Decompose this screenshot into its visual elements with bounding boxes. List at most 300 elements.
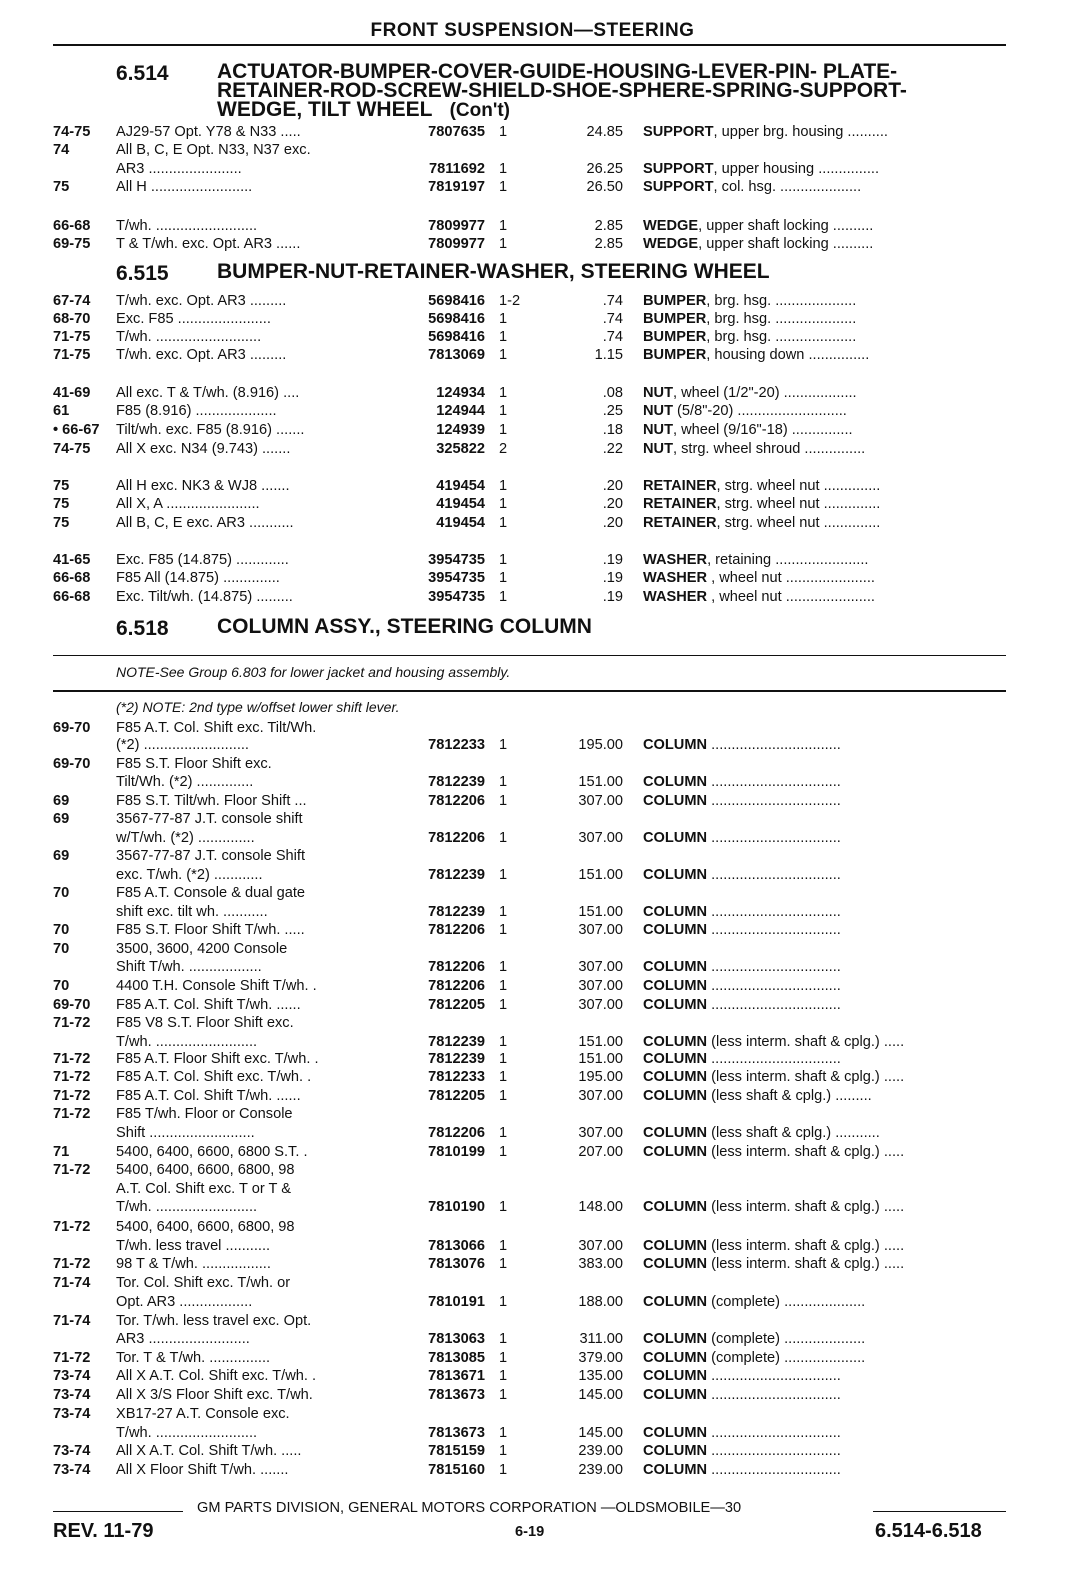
application-cell: Exc. F85 (14.875) ............. bbox=[116, 552, 289, 568]
part-number-cell: 7813076 bbox=[428, 1256, 485, 1272]
part-number-cell: 3954735 bbox=[428, 570, 485, 586]
description-cell bbox=[643, 495, 1006, 514]
application-cell: Tor. T & T/wh. ............... bbox=[116, 1350, 271, 1366]
part-name: COLUMN bbox=[643, 904, 708, 920]
application-cell: 5400, 6400, 6600, 6800, 98 bbox=[116, 1162, 295, 1178]
price-cell: 151.00 bbox=[578, 867, 623, 883]
quantity-cell: 1 bbox=[499, 1331, 508, 1347]
table-row bbox=[53, 235, 1006, 254]
part-name: COLUMN bbox=[643, 978, 708, 994]
quantity-cell: 1 bbox=[499, 329, 508, 345]
application-cell: A.T. Col. Shift exc. T or T & bbox=[116, 1181, 291, 1197]
table-row bbox=[53, 1405, 1006, 1424]
description-cell bbox=[643, 217, 1006, 236]
quantity-cell: 1 bbox=[499, 515, 508, 531]
part-description: ................................ bbox=[707, 904, 841, 920]
part-number-cell: 7813671 bbox=[428, 1368, 485, 1384]
table-row bbox=[53, 1161, 1006, 1180]
price-cell: .19 bbox=[602, 589, 623, 605]
price-cell: 135.00 bbox=[578, 1368, 623, 1384]
year-cell: 69-70 bbox=[53, 756, 91, 772]
description-cell bbox=[643, 402, 1006, 421]
part-name: COLUMN bbox=[643, 1088, 708, 1104]
year-cell: 70 bbox=[53, 941, 70, 957]
header-rule bbox=[53, 44, 1006, 46]
application-cell: F85 (8.916) .................... bbox=[116, 403, 277, 419]
year-cell: 71-74 bbox=[53, 1275, 91, 1291]
price-cell: 379.00 bbox=[578, 1350, 623, 1366]
application-cell: All X exc. N34 (9.743) ....... bbox=[116, 441, 291, 457]
continued-label: (Con't) bbox=[449, 100, 510, 121]
price-cell: 1.15 bbox=[594, 347, 623, 363]
part-description: ................................ bbox=[707, 774, 841, 790]
part-number-cell: 7809977 bbox=[428, 236, 485, 252]
part-number-cell: 7812206 bbox=[428, 922, 485, 938]
note-top-rule bbox=[53, 655, 1006, 656]
application-cell: F85 S.T. Floor Shift T/wh. ..... bbox=[116, 922, 305, 938]
application-cell: AJ29-57 Opt. Y78 & N33 ..... bbox=[116, 124, 301, 140]
quantity-cell: 1 bbox=[499, 1238, 508, 1254]
description-cell bbox=[643, 1367, 1006, 1386]
part-number-cell: 7812206 bbox=[428, 830, 485, 846]
quantity-cell: 1 bbox=[499, 552, 508, 568]
application-cell: 5400, 6400, 6600, 6800, 98 bbox=[116, 1219, 295, 1235]
description-cell bbox=[643, 421, 1006, 440]
application-cell: T/wh. .......................... bbox=[116, 329, 262, 345]
price-cell: 151.00 bbox=[578, 904, 623, 920]
year-cell: 69 bbox=[53, 793, 70, 809]
application-cell: Tor. T/wh. less travel exc. Opt. bbox=[116, 1313, 312, 1329]
quantity-cell: 1 bbox=[499, 1294, 508, 1310]
part-number-cell: 7812206 bbox=[428, 978, 485, 994]
part-number-cell: 7812206 bbox=[428, 959, 485, 975]
price-cell: 2.85 bbox=[594, 218, 623, 234]
part-name: BUMPER bbox=[643, 329, 707, 345]
part-name: NUT bbox=[643, 422, 673, 438]
table-row bbox=[53, 1255, 1006, 1274]
year-cell: 71-72 bbox=[53, 1162, 91, 1178]
section-title-text: ACTUATOR-BUMPER-COVER-GUIDE-HOUSING-LEVER-PIN- PLATE-RETAINER-ROD-SCREW-SHIELD-SHOE-SPHERE-SPRING-SUPPORT-WEDGE, TILT WHEEL bbox=[217, 60, 907, 121]
part-description: (less interm. shaft & cplg.) ..... bbox=[707, 1199, 905, 1215]
part-description: , brg. hsg. .................... bbox=[706, 311, 857, 327]
part-description: ................................ bbox=[707, 1051, 841, 1067]
part-number-cell: 5698416 bbox=[428, 329, 485, 345]
application-cell: 3500, 3600, 4200 Console bbox=[116, 941, 288, 957]
description-cell bbox=[643, 1068, 1006, 1087]
part-name: COLUMN bbox=[643, 922, 708, 938]
application-cell: All X A.T. Col. Shift T/wh. ..... bbox=[116, 1443, 302, 1459]
description-cell bbox=[643, 1143, 1006, 1162]
quantity-cell: 1 bbox=[499, 1088, 508, 1104]
part-number-cell: 7815159 bbox=[428, 1443, 485, 1459]
part-description: , strg. wheel shroud ............... bbox=[673, 441, 866, 457]
page-header: FRONT SUSPENSION—STEERING bbox=[370, 20, 695, 41]
table-row bbox=[53, 977, 1006, 996]
year-cell: 71-72 bbox=[53, 1051, 91, 1067]
part-number-cell: 7812233 bbox=[428, 1069, 485, 1085]
part-description: ................................ bbox=[707, 830, 841, 846]
table-row bbox=[53, 1180, 1006, 1199]
part-number-cell: 7815160 bbox=[428, 1462, 485, 1478]
price-cell: 307.00 bbox=[578, 1088, 623, 1104]
year-cell: 74-75 bbox=[53, 441, 91, 457]
year-cell: 71-72 bbox=[53, 1069, 91, 1085]
price-cell: 145.00 bbox=[578, 1425, 623, 1441]
description-cell bbox=[643, 235, 1006, 254]
part-name: WEDGE bbox=[643, 218, 699, 234]
price-cell: .22 bbox=[602, 441, 623, 457]
part-number-cell: 3954735 bbox=[428, 552, 485, 568]
part-number-cell: 7810191 bbox=[428, 1294, 485, 1310]
part-description: , upper brg. housing .......... bbox=[713, 124, 888, 140]
price-cell: 383.00 bbox=[578, 1256, 623, 1272]
price-cell: 26.25 bbox=[586, 161, 623, 177]
part-description: ................................ bbox=[707, 1425, 841, 1441]
application-cell: All X 3/S Floor Shift exc. T/wh. bbox=[116, 1387, 313, 1403]
year-cell: 75 bbox=[53, 478, 70, 494]
part-number-cell: 7812206 bbox=[428, 1125, 485, 1141]
year-cell: 66-68 bbox=[53, 218, 91, 234]
quantity-cell: 1 bbox=[499, 218, 508, 234]
year-cell: 67-74 bbox=[53, 293, 91, 309]
year-cell: 74-75 bbox=[53, 124, 91, 140]
application-cell: (*2) .......................... bbox=[116, 737, 249, 753]
page-number: 6-19 bbox=[515, 1524, 545, 1540]
price-cell: .20 bbox=[602, 478, 623, 494]
application-cell: Tilt/wh. exc. F85 (8.916) ....... bbox=[116, 422, 305, 438]
price-cell: 145.00 bbox=[578, 1387, 623, 1403]
price-cell: 148.00 bbox=[578, 1199, 623, 1215]
price-cell: 151.00 bbox=[578, 1034, 623, 1050]
application-cell: T/wh. ......................... bbox=[116, 218, 258, 234]
application-cell: AR3 ......................... bbox=[116, 1331, 250, 1347]
part-description: ................................ bbox=[707, 1368, 841, 1384]
year-cell: 71-72 bbox=[53, 1088, 91, 1104]
part-number-cell: 7812239 bbox=[428, 904, 485, 920]
part-name: BUMPER bbox=[643, 293, 707, 309]
table-row bbox=[53, 421, 1006, 440]
part-name: WEDGE bbox=[643, 236, 699, 252]
quantity-cell: 1 bbox=[499, 793, 508, 809]
part-description: ................................ bbox=[707, 867, 841, 883]
price-cell: 239.00 bbox=[578, 1462, 623, 1478]
quantity-cell: 1 bbox=[499, 922, 508, 938]
part-description: (5/8"-20) ........................... bbox=[673, 403, 847, 419]
quantity-cell: 1 bbox=[499, 737, 508, 753]
part-name: COLUMN bbox=[643, 1368, 708, 1384]
section-number: 6.518 bbox=[116, 617, 169, 640]
quantity-cell: 1 bbox=[499, 589, 508, 605]
quantity-cell: 1 bbox=[499, 1256, 508, 1272]
part-description: (less interm. shaft & cplg.) ..... bbox=[707, 1256, 905, 1272]
price-cell: 307.00 bbox=[578, 793, 623, 809]
part-name: RETAINER bbox=[643, 515, 717, 531]
note-bottom-rule bbox=[53, 690, 1006, 692]
table-row bbox=[53, 1050, 1006, 1069]
year-cell: 66-68 bbox=[53, 589, 91, 605]
price-cell: 307.00 bbox=[578, 959, 623, 975]
table-row bbox=[53, 1293, 1006, 1312]
description-cell bbox=[643, 514, 1006, 533]
year-cell: • 66-67 bbox=[53, 422, 100, 438]
application-cell: F85 S.T. Tilt/wh. Floor Shift ... bbox=[116, 793, 307, 809]
year-cell: 70 bbox=[53, 885, 70, 901]
year-cell: 69 bbox=[53, 811, 70, 827]
part-number-cell: 3954735 bbox=[428, 589, 485, 605]
table-row bbox=[53, 792, 1006, 811]
part-description: (complete) .................... bbox=[707, 1294, 866, 1310]
application-cell: F85 A.T. Floor Shift exc. T/wh. . bbox=[116, 1051, 319, 1067]
table-row bbox=[53, 217, 1006, 236]
description-cell bbox=[643, 569, 1006, 588]
application-cell: XB17-27 A.T. Console exc. bbox=[116, 1406, 290, 1422]
application-cell: Shift .......................... bbox=[116, 1125, 255, 1141]
price-cell: 151.00 bbox=[578, 774, 623, 790]
table-row bbox=[53, 328, 1006, 347]
quantity-cell: 1 bbox=[499, 570, 508, 586]
part-description: , strg. wheel nut .............. bbox=[716, 478, 881, 494]
table-row bbox=[53, 1330, 1006, 1349]
description-cell bbox=[643, 1255, 1006, 1274]
description-cell bbox=[643, 1237, 1006, 1256]
application-cell: All H exc. NK3 & WJ8 ....... bbox=[116, 478, 290, 494]
description-cell bbox=[643, 1442, 1006, 1461]
part-number-cell: 325822 bbox=[436, 441, 485, 457]
part-number-cell: 7812205 bbox=[428, 1088, 485, 1104]
table-row bbox=[53, 310, 1006, 329]
price-cell: 307.00 bbox=[578, 997, 623, 1013]
table-row bbox=[53, 884, 1006, 903]
table-row bbox=[53, 1218, 1006, 1237]
table-row bbox=[53, 1143, 1006, 1162]
part-name: NUT bbox=[643, 403, 673, 419]
part-description: , wheel nut ...................... bbox=[707, 570, 875, 586]
application-cell: All B, C, E Opt. N33, N37 exc. bbox=[116, 142, 311, 158]
table-row bbox=[53, 514, 1006, 533]
description-cell bbox=[643, 977, 1006, 996]
part-name: COLUMN bbox=[643, 1238, 708, 1254]
table-row bbox=[53, 1424, 1006, 1443]
footer-rule-left bbox=[53, 1511, 183, 1512]
application-cell: All X, A ....................... bbox=[116, 496, 260, 512]
part-number-cell: 7810199 bbox=[428, 1144, 485, 1160]
table-row bbox=[53, 755, 1006, 774]
application-cell: T/wh. ......................... bbox=[116, 1425, 258, 1441]
price-cell: .20 bbox=[602, 496, 623, 512]
price-cell: 239.00 bbox=[578, 1443, 623, 1459]
description-cell bbox=[643, 829, 1006, 848]
description-cell bbox=[643, 440, 1006, 459]
quantity-cell: 1 bbox=[499, 496, 508, 512]
part-number-cell: 7813069 bbox=[428, 347, 485, 363]
part-name: COLUMN bbox=[643, 774, 708, 790]
table-row bbox=[53, 940, 1006, 959]
year-cell: 73-74 bbox=[53, 1406, 91, 1422]
part-name: SUPPORT bbox=[643, 179, 714, 195]
part-number-cell: 124939 bbox=[436, 422, 485, 438]
section-range: 6.514-6.518 bbox=[875, 1520, 982, 1542]
quantity-cell: 1 bbox=[499, 1462, 508, 1478]
year-cell: 71 bbox=[53, 1144, 70, 1160]
table-row bbox=[53, 996, 1006, 1015]
part-name: COLUMN bbox=[643, 1425, 708, 1441]
description-cell bbox=[643, 346, 1006, 365]
quantity-cell: 1 bbox=[499, 311, 508, 327]
part-name: COLUMN bbox=[643, 1034, 708, 1050]
part-description: , wheel (9/16"-18) ............... bbox=[673, 422, 853, 438]
year-cell: 69-70 bbox=[53, 720, 91, 736]
price-cell: 207.00 bbox=[578, 1144, 623, 1160]
year-cell: 41-69 bbox=[53, 385, 91, 401]
part-number-cell: 7813673 bbox=[428, 1425, 485, 1441]
description-cell bbox=[643, 384, 1006, 403]
year-cell: 71-72 bbox=[53, 1350, 91, 1366]
application-cell: Opt. AR3 .................. bbox=[116, 1294, 253, 1310]
part-name: COLUMN bbox=[643, 1294, 708, 1310]
section-title bbox=[217, 62, 977, 120]
section-title: BUMPER-NUT-RETAINER-WASHER, STEERING WHEEL bbox=[217, 260, 770, 283]
part-name: WASHER bbox=[643, 570, 708, 586]
part-description: ................................ bbox=[707, 922, 841, 938]
part-description: (complete) .................... bbox=[707, 1331, 866, 1347]
table-row bbox=[53, 477, 1006, 496]
year-cell: 71-72 bbox=[53, 1219, 91, 1235]
part-name: WASHER bbox=[643, 552, 708, 568]
part-name: COLUMN bbox=[643, 1069, 708, 1085]
description-cell bbox=[643, 1386, 1006, 1405]
table-row bbox=[53, 1068, 1006, 1087]
description-cell bbox=[643, 477, 1006, 496]
part-name: RETAINER bbox=[643, 478, 717, 494]
table-row bbox=[53, 178, 1006, 197]
description-cell bbox=[643, 310, 1006, 329]
application-cell: w/T/wh. (*2) .............. bbox=[116, 830, 255, 846]
price-cell: 311.00 bbox=[579, 1331, 623, 1347]
table-row bbox=[53, 141, 1006, 160]
price-cell: 195.00 bbox=[578, 1069, 623, 1085]
part-number-cell: 124934 bbox=[436, 385, 485, 401]
part-number-cell: 419454 bbox=[436, 496, 485, 512]
part-description: ................................ bbox=[707, 793, 841, 809]
year-cell: 69-75 bbox=[53, 236, 91, 252]
price-cell: 307.00 bbox=[578, 830, 623, 846]
quantity-cell: 1 bbox=[499, 236, 508, 252]
description-cell bbox=[643, 1424, 1006, 1443]
table-row bbox=[53, 1198, 1006, 1217]
application-cell: F85 A.T. Col. Shift T/wh. ...... bbox=[116, 1088, 301, 1104]
table-row bbox=[53, 1087, 1006, 1106]
description-cell bbox=[643, 160, 1006, 179]
quantity-cell: 1 bbox=[499, 904, 508, 920]
table-row bbox=[53, 810, 1006, 829]
table-row bbox=[53, 551, 1006, 570]
application-cell: exc. T/wh. (*2) ............ bbox=[116, 867, 263, 883]
part-name: COLUMN bbox=[643, 1331, 708, 1347]
application-cell: Tilt/Wh. (*2) .............. bbox=[116, 774, 254, 790]
application-cell: F85 A.T. Col. Shift exc. T/wh. . bbox=[116, 1069, 312, 1085]
part-description: , brg. hsg. .................... bbox=[706, 329, 857, 345]
table-row bbox=[53, 1386, 1006, 1405]
application-cell: F85 A.T. Console & dual gate bbox=[116, 885, 306, 901]
description-cell bbox=[643, 328, 1006, 347]
year-cell: 75 bbox=[53, 179, 70, 195]
year-cell: 68-70 bbox=[53, 311, 91, 327]
part-description: , retaining ....................... bbox=[707, 552, 869, 568]
price-cell: .19 bbox=[602, 552, 623, 568]
part-number-cell: 419454 bbox=[436, 515, 485, 531]
price-cell: 2.85 bbox=[594, 236, 623, 252]
application-cell: 3567-77-87 J.T. console Shift bbox=[116, 848, 306, 864]
table-row bbox=[53, 1105, 1006, 1124]
part-name: COLUMN bbox=[643, 1125, 708, 1141]
application-cell: AR3 ....................... bbox=[116, 161, 242, 177]
part-description: ................................ bbox=[707, 997, 841, 1013]
year-cell: 73-74 bbox=[53, 1387, 91, 1403]
part-description: , upper housing ............... bbox=[713, 161, 880, 177]
year-cell: 73-74 bbox=[53, 1368, 91, 1384]
part-number-cell: 7812239 bbox=[428, 1051, 485, 1067]
description-cell bbox=[643, 996, 1006, 1015]
application-cell: All exc. T & T/wh. (8.916) .... bbox=[116, 385, 300, 401]
description-cell bbox=[643, 123, 1006, 142]
table-row bbox=[53, 1461, 1006, 1480]
part-name: BUMPER bbox=[643, 311, 707, 327]
part-name: COLUMN bbox=[643, 959, 708, 975]
application-cell: F85 A.T. Col. Shift T/wh. ...... bbox=[116, 997, 301, 1013]
footer-rule-right bbox=[873, 1511, 1006, 1512]
table-row bbox=[53, 773, 1006, 792]
part-number-cell: 419454 bbox=[436, 478, 485, 494]
table-row bbox=[53, 829, 1006, 848]
part-description: , col. hsg. .................... bbox=[713, 179, 862, 195]
part-number-cell: 7812239 bbox=[428, 774, 485, 790]
part-description: ................................ bbox=[707, 959, 841, 975]
description-cell bbox=[643, 921, 1006, 940]
part-description: (less shaft & cplg.) ........... bbox=[707, 1125, 880, 1141]
table-row bbox=[53, 1367, 1006, 1386]
description-cell bbox=[643, 1330, 1006, 1349]
price-cell: .08 bbox=[602, 385, 623, 401]
description-cell bbox=[643, 866, 1006, 885]
table-row bbox=[53, 569, 1006, 588]
table-row bbox=[53, 1312, 1006, 1331]
year-cell: 71-75 bbox=[53, 347, 91, 363]
part-number-cell: 7813085 bbox=[428, 1350, 485, 1366]
quantity-cell: 1 bbox=[499, 978, 508, 994]
year-cell: 73-74 bbox=[53, 1443, 91, 1459]
part-number-cell: 7819197 bbox=[428, 179, 485, 195]
part-name: WASHER bbox=[643, 589, 708, 605]
application-cell: 4400 T.H. Console Shift T/wh. . bbox=[116, 978, 317, 994]
quantity-cell: 1 bbox=[499, 867, 508, 883]
quantity-cell: 1 bbox=[499, 347, 508, 363]
table-row bbox=[53, 1124, 1006, 1143]
part-description: ................................ bbox=[707, 737, 841, 753]
part-description: (less interm. shaft & cplg.) ..... bbox=[707, 1238, 905, 1254]
price-cell: 26.50 bbox=[586, 179, 623, 195]
part-name: COLUMN bbox=[643, 1051, 708, 1067]
application-cell: T/wh. ......................... bbox=[116, 1199, 258, 1215]
price-cell: 151.00 bbox=[578, 1051, 623, 1067]
table-row bbox=[53, 736, 1006, 755]
quantity-cell: 1 bbox=[499, 422, 508, 438]
quantity-cell: 1-2 bbox=[499, 293, 521, 309]
application-cell: All X A.T. Col. Shift exc. T/wh. . bbox=[116, 1368, 317, 1384]
application-cell: T/wh. ......................... bbox=[116, 1034, 258, 1050]
quantity-cell: 1 bbox=[499, 403, 508, 419]
quantity-cell: 1 bbox=[499, 1199, 508, 1215]
part-number-cell: 7810190 bbox=[428, 1199, 485, 1215]
